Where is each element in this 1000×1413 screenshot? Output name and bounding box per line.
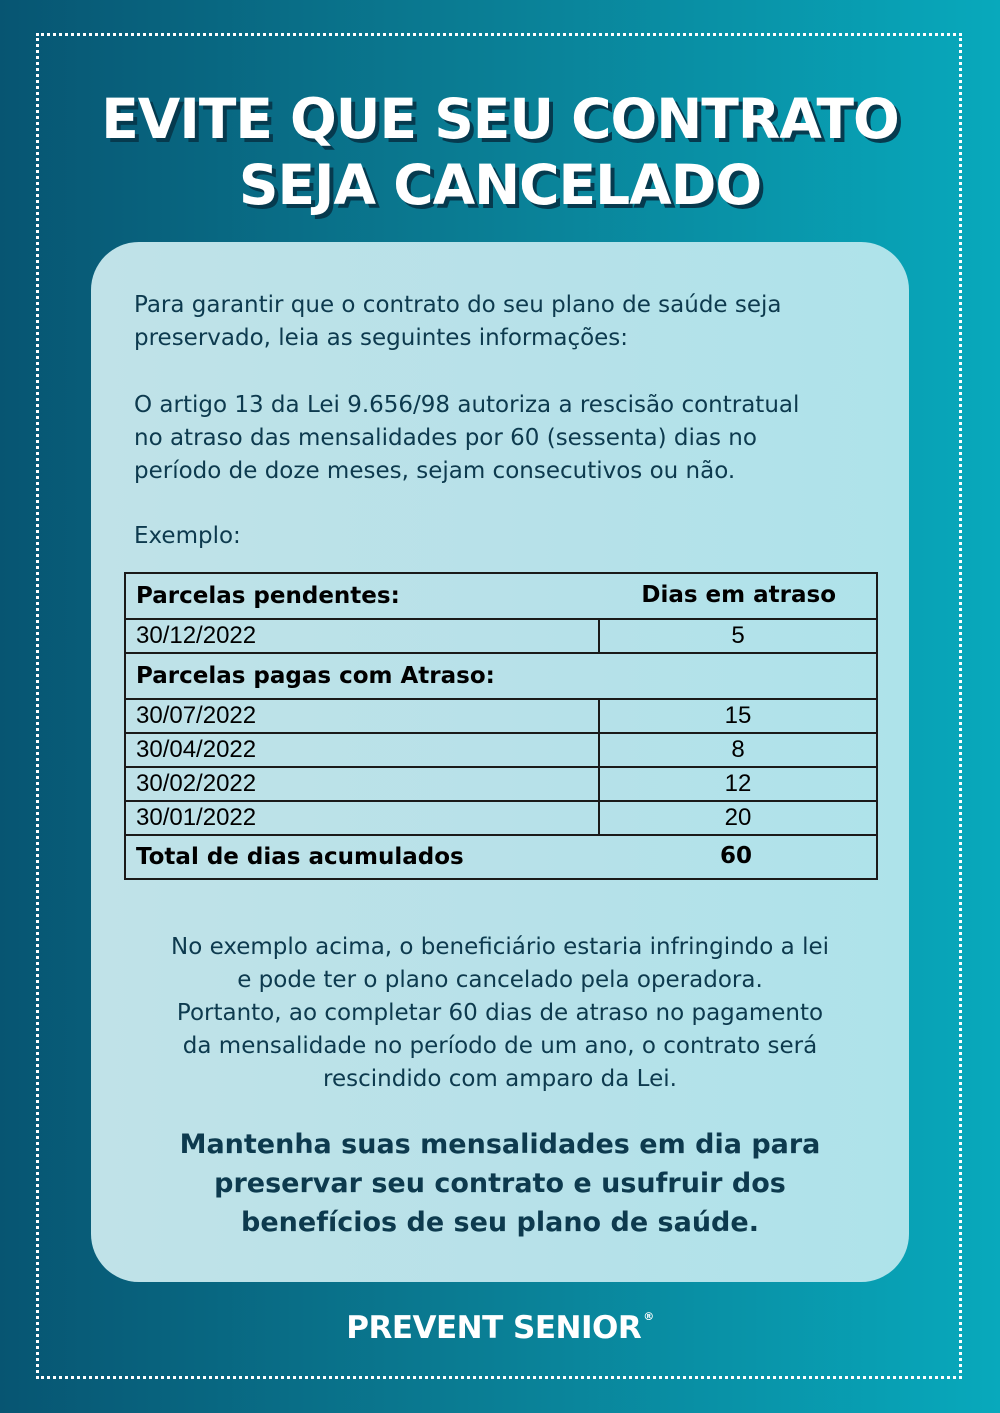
table-row [125, 699, 877, 733]
call-to-action [110, 1125, 890, 1242]
brand-logo [0, 1310, 1000, 1346]
paid-section-label: Parcelas pagas com Atraso: [125, 653, 877, 699]
cta-line-1: Mantenha suas mensalidades em dia para [179, 1129, 821, 1160]
table-section-row [125, 653, 877, 699]
table-row [125, 801, 877, 835]
note-line-4: da mensalidade no período de um ano, o contrato será [182, 1033, 818, 1059]
paid-date: 30/04/2022 [125, 733, 599, 767]
table-row [125, 619, 877, 653]
law-line-3: período de doze meses, sejam consecutivos ou não. [134, 458, 736, 484]
table-header-cell [125, 573, 877, 619]
pending-days: 5 [599, 619, 877, 653]
note-line-2: e pode ter o plano cancelado pela operadora. [237, 967, 763, 993]
brand-name: PREVENT SENIOR [346, 1310, 642, 1346]
example-table [124, 572, 878, 880]
law-line-2: no atraso das mensalidades por 60 (sessenta) dias no [134, 425, 757, 451]
paid-days: 20 [599, 801, 877, 835]
total-label: Total de dias acumulados [136, 844, 464, 870]
total-value: 60 [719, 843, 752, 869]
intro-paragraph [134, 289, 874, 355]
explanation-paragraph [110, 931, 890, 1096]
law-paragraph [134, 389, 874, 488]
cta-line-2: preservar seu contrato e usufruir dos [214, 1168, 786, 1199]
page-title [0, 86, 1000, 218]
title-line-1: EVITE QUE SEU CONTRATO [101, 87, 899, 151]
table-row [125, 767, 877, 801]
header-pending-label: Parcelas pendentes: [136, 583, 400, 609]
note-line-5: rescindido com amparo da Lei. [323, 1066, 677, 1092]
paid-days: 8 [599, 733, 877, 767]
header-days-label: Dias em atraso [641, 582, 836, 608]
registered-mark: ® [643, 1310, 654, 1323]
note-line-1: No exemplo acima, o beneficiário estaria infringindo a lei [171, 934, 829, 960]
intro-line-2: preservado, leia as seguintes informações: [134, 325, 629, 351]
pending-date: 30/12/2022 [125, 619, 599, 653]
paid-date: 30/02/2022 [125, 767, 599, 801]
paid-days: 15 [599, 699, 877, 733]
cta-line-3: benefícios de seu plano de saúde. [241, 1207, 759, 1238]
title-line-2: SEJA CANCELADO [238, 153, 762, 217]
table-total-row [125, 835, 877, 879]
paid-date: 30/01/2022 [125, 801, 599, 835]
example-label: Exemplo: [134, 523, 241, 549]
law-line-1: O artigo 13 da Lei 9.656/98 autoriza a rescisão contratual [134, 392, 800, 418]
table-header-row [125, 573, 877, 619]
paid-date: 30/07/2022 [125, 699, 599, 733]
total-cell [125, 835, 877, 879]
note-line-3: Portanto, ao completar 60 dias de atraso no pagamento [176, 1000, 824, 1026]
paid-days: 12 [599, 767, 877, 801]
intro-line-1: Para garantir que o contrato do seu plano de saúde seja [134, 292, 782, 318]
table-row [125, 733, 877, 767]
